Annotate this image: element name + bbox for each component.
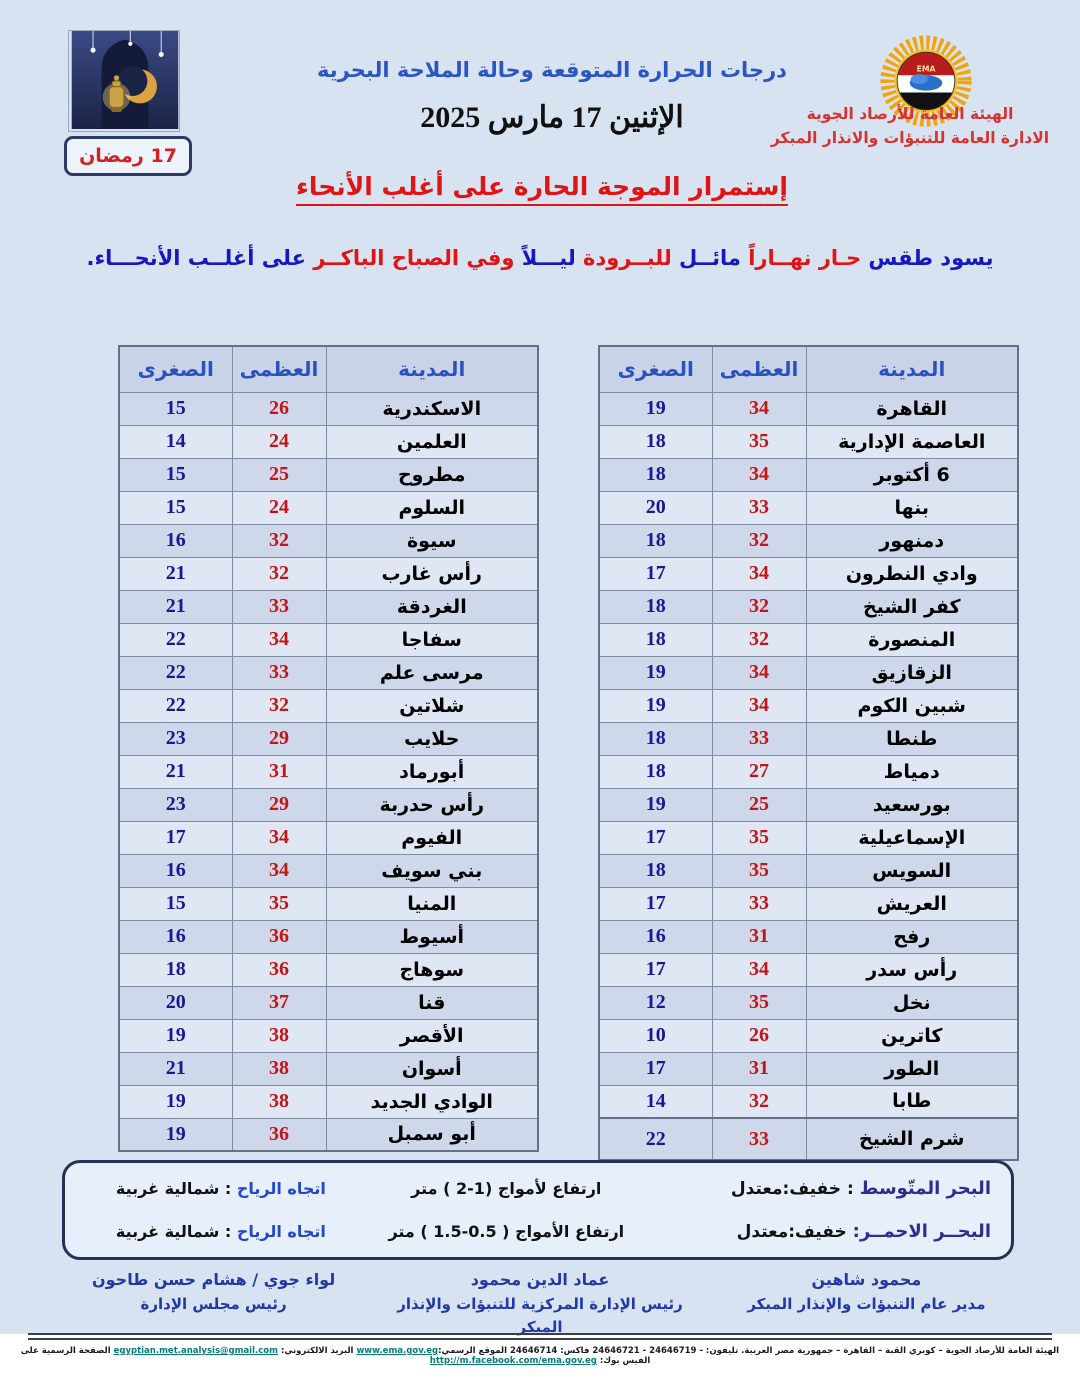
city-name: 6 أكتوبر [806,458,1018,491]
max-temp: 35 [232,887,326,920]
city-name: الأقصر [326,1019,538,1052]
min-temp: 16 [119,920,232,953]
table-row [599,1052,1018,1085]
signature-title: مدير عام التنبؤات والإنذار المبكر [747,1294,986,1313]
summary-segment: حـار نهــاراً [740,246,862,270]
column-header-min: الصغرى [119,346,232,392]
min-temp: 21 [119,590,232,623]
table-row [599,656,1018,689]
city-name: أسوان [326,1052,538,1085]
city-name: سيوة [326,524,538,557]
min-temp: 21 [119,755,232,788]
city-name: سفاجا [326,623,538,656]
table-row [599,392,1018,425]
max-temp: 36 [232,1118,326,1151]
ramadan-lantern-image [68,30,180,132]
bulletin-title: درجات الحرارة المتوقعة وحالة الملاحة البحرية [317,58,787,82]
max-temp: 31 [712,1052,806,1085]
city-name: نخل [806,986,1018,1019]
sea-name: البحر المتّوسط [859,1178,991,1199]
min-temp: 17 [119,821,232,854]
city-name: طنطا [806,722,1018,755]
city-name: شبين الكوم [806,689,1018,722]
column-header-city: المدينة [326,346,538,392]
summary-segment: على أغلــب الأنحـــاء. [86,246,306,270]
min-temp: 15 [119,458,232,491]
table-row [119,1085,538,1118]
max-temp: 34 [712,953,806,986]
table-row [119,953,538,986]
max-temp: 34 [232,623,326,656]
max-temp: 29 [232,722,326,755]
table-row [119,590,538,623]
city-name: بنها [806,491,1018,524]
max-temp: 32 [232,689,326,722]
min-temp: 18 [599,458,712,491]
min-temp: 21 [119,1052,232,1085]
min-temp: 15 [119,491,232,524]
min-temp: 18 [119,953,232,986]
wind-direction-label: اتجاه الرياح [236,1179,326,1198]
max-temp: 32 [712,623,806,656]
min-temp: 18 [599,425,712,458]
city-name: قنا [326,986,538,1019]
wind-direction-label: اتجاه الرياح [236,1222,326,1241]
table-row [599,590,1018,623]
min-temp: 18 [599,854,712,887]
max-temp: 31 [232,755,326,788]
city-name: كفر الشيخ [806,590,1018,623]
city-name: طابا [806,1085,1018,1118]
footer-link[interactable]: egyptian.met.analysis@gmail.com [113,1346,278,1356]
min-temp: 21 [119,557,232,590]
city-name: دمنهور [806,524,1018,557]
max-temp: 34 [712,557,806,590]
sea-label [656,1221,991,1242]
org-line-1: الهيئة العامة للأرصاد الجوية [806,105,1014,123]
max-temp: 32 [712,524,806,557]
sea-state: : خفيف:معتدل [730,1179,860,1199]
max-temp: 34 [712,656,806,689]
min-temp: 19 [599,656,712,689]
table-row [599,821,1018,854]
city-name: الطور [806,1052,1018,1085]
min-temp: 16 [119,854,232,887]
table-row [119,656,538,689]
summary-segment: ليـــلاً [514,246,576,270]
city-name: أسيوط [326,920,538,953]
min-temp: 17 [599,887,712,920]
max-temp: 35 [712,821,806,854]
org-line-2: الادارة العامة للتنبؤات والانذار المبكر [770,129,1050,148]
signature-title: رئيس مجلس الإدارة [140,1294,287,1313]
min-temp: 17 [599,953,712,986]
city-name: بني سويف [326,854,538,887]
min-temp: 19 [119,1118,232,1151]
min-temp: 18 [599,755,712,788]
marine-row-red-sea [85,1221,991,1242]
city-name: سوهاج [326,953,538,986]
summary-segment: يسود طقس [861,246,994,270]
max-temp: 24 [232,425,326,458]
max-temp: 34 [712,458,806,491]
city-name: الوادي الجديد [326,1085,538,1118]
wave-height: ارتفاع الأمواج ( 0.5-1.5 ) متر [388,1222,625,1241]
table-row [119,1118,538,1151]
summary-segment: للبــرودة [575,246,672,270]
min-temp: 20 [599,491,712,524]
city-name: دمياط [806,755,1018,788]
table-row [119,788,538,821]
max-temp: 36 [232,920,326,953]
table-row [599,1118,1018,1160]
table-row [599,425,1018,458]
min-temp: 18 [599,524,712,557]
max-temp: 32 [712,590,806,623]
city-name: رأس سدر [806,953,1018,986]
ramadan-day-badge [64,136,192,176]
table-row [599,491,1018,524]
weather-summary [40,244,1040,273]
table-row [599,623,1018,656]
city-name: رأس حدربة [326,788,538,821]
city-name: العلمين [326,425,538,458]
max-temp: 33 [712,1118,806,1160]
signature-name: عماد الدين محمود [470,1270,610,1289]
min-temp: 22 [599,1118,712,1160]
column-header-max: العظمى [712,346,806,392]
min-temp: 18 [599,590,712,623]
table-row [599,986,1018,1019]
min-temp: 15 [119,887,232,920]
min-temp: 22 [119,623,232,656]
signature-name: لواء جوي / هشام حسن طاحون [91,1270,336,1289]
table-row [119,458,538,491]
table-row [599,722,1018,755]
max-temp: 35 [712,854,806,887]
max-temp: 32 [232,557,326,590]
city-name: بورسعيد [806,788,1018,821]
city-name: مطروح [326,458,538,491]
city-name: الغردقة [326,590,538,623]
max-temp: 26 [232,392,326,425]
table-row [119,689,538,722]
footer-contact-line [20,1346,1060,1366]
column-header-city: المدينة [806,346,1018,392]
signature-forecast-director [713,1268,1020,1339]
table-row [119,887,538,920]
min-temp: 19 [119,1085,232,1118]
table-row [599,1085,1018,1118]
wind-direction [85,1222,357,1241]
signature-board-chairman [60,1268,367,1339]
max-temp: 33 [232,656,326,689]
temperature-table-left [118,345,539,1152]
wind-direction-value: : شمالية غربية [115,1179,237,1198]
signature-central-admin-head [386,1268,693,1339]
city-name: مرسى علم [326,656,538,689]
max-temp: 31 [712,920,806,953]
headline-wrap [102,172,982,206]
table-row [119,920,538,953]
min-temp: 18 [599,722,712,755]
summary-segment: وفي الصباح الباكــر [305,246,515,270]
footer-text: الهيئة العامة للأرصاد الجوية – كوبري القبة – القاهرة – جمهورية مصر العربية. تليفون: - 24646719 - 24646721 فاكس: 24646714 الموقع الرسمي: [438,1346,1060,1356]
table-row [119,557,538,590]
city-name: أبو سمبل [326,1118,538,1151]
min-temp: 20 [119,986,232,1019]
min-temp: 22 [119,689,232,722]
max-temp: 37 [232,986,326,1019]
min-temp: 19 [599,689,712,722]
max-temp: 35 [712,425,806,458]
wind-direction [85,1179,357,1198]
sea-label [656,1178,991,1199]
table-row [599,557,1018,590]
table-row [599,524,1018,557]
table-row [119,821,538,854]
table-row [599,1019,1018,1052]
table-row [119,392,538,425]
city-name: الاسكندرية [326,392,538,425]
max-temp: 27 [712,755,806,788]
city-name: كاترين [806,1019,1018,1052]
city-name: السويس [806,854,1018,887]
max-temp: 32 [232,524,326,557]
max-temp: 24 [232,491,326,524]
footer-text: البريد الالكتروني: [277,1346,357,1356]
table-header-row [119,346,538,392]
city-name: القاهرة [806,392,1018,425]
city-name: أبورماد [326,755,538,788]
max-temp: 33 [712,722,806,755]
footer-divider [28,1333,1052,1340]
table-row [599,953,1018,986]
max-temp: 36 [232,953,326,986]
city-name: الزقازيق [806,656,1018,689]
signature-name: محمود شاهين [811,1270,922,1289]
city-name: رفح [806,920,1018,953]
city-name: شلاتين [326,689,538,722]
min-temp: 18 [599,623,712,656]
min-temp: 19 [599,392,712,425]
max-temp: 35 [712,986,806,1019]
column-header-min: الصغرى [599,346,712,392]
city-name: العريش [806,887,1018,920]
min-temp: 23 [119,722,232,755]
marine-row-mediterranean [85,1178,991,1199]
wave-height: ارتفاع لأمواج (1-2 ) متر [411,1179,602,1198]
table-row [599,689,1018,722]
max-temp: 33 [232,590,326,623]
min-temp: 17 [599,1052,712,1085]
city-name: العاصمة الإدارية [806,425,1018,458]
temperature-table-right [598,345,1019,1161]
max-temp: 26 [712,1019,806,1052]
city-name: المنصورة [806,623,1018,656]
min-temp: 17 [599,557,712,590]
sea-state: خفيف:معتدل [736,1222,853,1242]
max-temp: 29 [232,788,326,821]
table-row [119,1052,538,1085]
max-temp: 32 [712,1085,806,1118]
table-row [119,854,538,887]
ramadan-lantern-graphic [71,31,179,129]
city-name: السلوم [326,491,538,524]
signature-title: رئيس الإدارة المركزية للتنبؤات والإنذار المبكر [397,1294,683,1337]
min-temp: 23 [119,788,232,821]
min-temp: 17 [599,821,712,854]
city-name: الإسماعيلية [806,821,1018,854]
signature-block [60,1268,1020,1339]
table-row [599,755,1018,788]
footer-link[interactable]: http://m.facebook.com/ema.gov.eg [429,1356,597,1366]
headline: إستمرار الموجة الحارة على أغلب الأنحاء [296,172,788,206]
city-name: شرم الشيخ [806,1118,1018,1160]
max-temp: 38 [232,1052,326,1085]
max-temp: 38 [232,1019,326,1052]
min-temp: 15 [119,392,232,425]
table-row [599,788,1018,821]
table-row [119,986,538,1019]
table-row [119,425,538,458]
city-name: حلايب [326,722,538,755]
bulletin-date: الإثنين 17 مارس 2025 [420,101,684,134]
table-row [119,722,538,755]
table-row [119,1019,538,1052]
max-temp: 38 [232,1085,326,1118]
max-temp: 25 [712,788,806,821]
city-name: المنيا [326,887,538,920]
table-row [599,854,1018,887]
min-temp: 10 [599,1019,712,1052]
table-row [599,458,1018,491]
summary-segment: مائــل [671,246,741,270]
min-temp: 14 [599,1085,712,1118]
max-temp: 34 [232,821,326,854]
footer-text: الصفحة الرسمية على الفيس بوك: [20,1346,651,1366]
city-name: رأس غارب [326,557,538,590]
table-row [599,920,1018,953]
min-temp: 19 [119,1019,232,1052]
table-header-row [599,346,1018,392]
wind-direction-value: : شمالية غربية [115,1222,237,1241]
max-temp: 25 [232,458,326,491]
max-temp: 34 [712,392,806,425]
max-temp: 33 [712,887,806,920]
city-name: الفيوم [326,821,538,854]
min-temp: 16 [599,920,712,953]
min-temp: 22 [119,656,232,689]
footer-link[interactable]: www.ema.gov.eg [356,1346,439,1356]
ramadan-day-label: 17 رمضان [79,145,177,167]
ema-logo-text: EMA [916,64,936,74]
table-row [119,755,538,788]
marine-conditions-panel [62,1160,1014,1260]
table-row [119,524,538,557]
min-temp: 19 [599,788,712,821]
table-row [119,623,538,656]
city-name: وادي النطرون [806,557,1018,590]
max-temp: 33 [712,491,806,524]
sea-name: البحــر الاحمــر: [852,1221,991,1242]
column-header-max: العظمى [232,346,326,392]
min-temp: 16 [119,524,232,557]
min-temp: 14 [119,425,232,458]
table-row [119,491,538,524]
max-temp: 34 [712,689,806,722]
max-temp: 34 [232,854,326,887]
table-row [599,887,1018,920]
min-temp: 12 [599,986,712,1019]
